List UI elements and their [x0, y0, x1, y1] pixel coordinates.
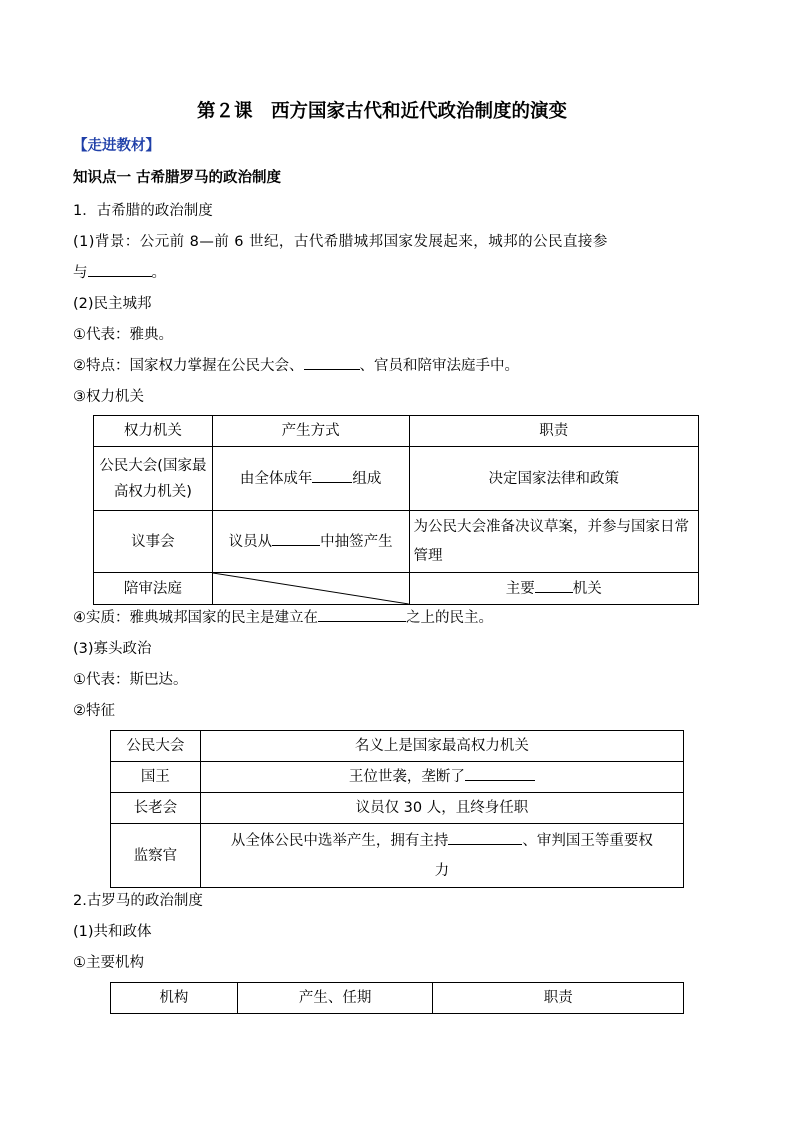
- subheading-republic: (1)共和政体: [73, 924, 152, 940]
- table-cell: 王位世袭，垄断了: [200, 762, 683, 793]
- background-line-2: 与 。: [73, 261, 166, 282]
- table-cell: 监察官: [111, 824, 201, 888]
- blank-fill[interactable]: [535, 577, 573, 593]
- knowledge-point-heading: 知识点一 古希腊罗马的政治制度: [73, 169, 282, 186]
- table-cell: 公民大会: [111, 731, 201, 762]
- table-header: 职责: [409, 416, 699, 447]
- subheading-rome: 2.古罗马的政治制度: [73, 893, 203, 909]
- diagonal-empty-cell: [212, 573, 409, 605]
- athens-power-table: [93, 415, 699, 605]
- features-line: ②特点：国家权力掌握在公民大会、 、官员和陪审法庭手中。: [73, 354, 519, 375]
- subheading-oligarchy: (3)寡头政治: [73, 641, 152, 657]
- essence-line: ④实质：雅典城邦国家的民主是建立在 之上的民主。: [73, 606, 493, 627]
- table-header: 产生、任期: [237, 983, 433, 1014]
- table-header: 产生方式: [212, 416, 409, 447]
- table-cell: 决定国家法律和政策: [409, 447, 699, 511]
- main-institutions-label: ①主要机构: [73, 955, 144, 971]
- power-organs-label: ③权力机关: [73, 389, 144, 405]
- table-cell: 陪审法庭: [94, 573, 213, 605]
- diagonal-line: [213, 573, 409, 604]
- blank-fill[interactable]: [312, 467, 352, 483]
- blank-fill[interactable]: [272, 530, 320, 546]
- table-cell: 主要 机关: [409, 573, 699, 605]
- blank-fill[interactable]: [318, 606, 406, 622]
- table-header: 职责: [433, 983, 684, 1014]
- representative-athens: ①代表：雅典。: [73, 327, 173, 343]
- table-cell: 议员仅 30 人，且终身任职: [200, 793, 683, 824]
- representative-sparta: ①代表：斯巴达。: [73, 672, 188, 688]
- table-cell: 公民大会(国家最高权力机关): [94, 447, 213, 511]
- page-title: 第２课 西方国家古代和近代政治制度的演变: [197, 101, 568, 122]
- sparta-table: [110, 730, 684, 888]
- background-line-1: (1)背景：公元前 8—前 6 世纪，古代希腊城邦国家发展起来，城邦的公民直接参: [73, 234, 608, 250]
- rome-institutions-table: [110, 982, 684, 1014]
- table-cell: 名义上是国家最高权力机关: [200, 731, 683, 762]
- table-cell: 议事会: [94, 511, 213, 573]
- blank-fill[interactable]: [88, 261, 152, 277]
- sparta-features-label: ②特征: [73, 703, 115, 719]
- blank-fill[interactable]: [304, 354, 360, 370]
- subheading-democracy: (2)民主城邦: [73, 296, 152, 312]
- table-header: 权力机关: [94, 416, 213, 447]
- section-tag: 【走进教材】: [73, 138, 160, 154]
- table-cell: 长老会: [111, 793, 201, 824]
- table-cell: 国王: [111, 762, 201, 793]
- subheading-greece: 1．古希腊的政治制度: [73, 203, 213, 219]
- blank-fill[interactable]: [448, 829, 522, 845]
- table-cell: 为公民大会准备决议草案，并参与国家日常管理: [409, 511, 699, 573]
- table-cell: 议员从 中抽签产生: [212, 511, 409, 573]
- blank-fill[interactable]: [465, 765, 535, 781]
- table-cell: 从全体公民中选举产生，拥有主持 、审判国王等重要权 力: [200, 824, 683, 888]
- table-cell: 由全体成年 组成: [212, 447, 409, 511]
- table-header: 机构: [111, 983, 238, 1014]
